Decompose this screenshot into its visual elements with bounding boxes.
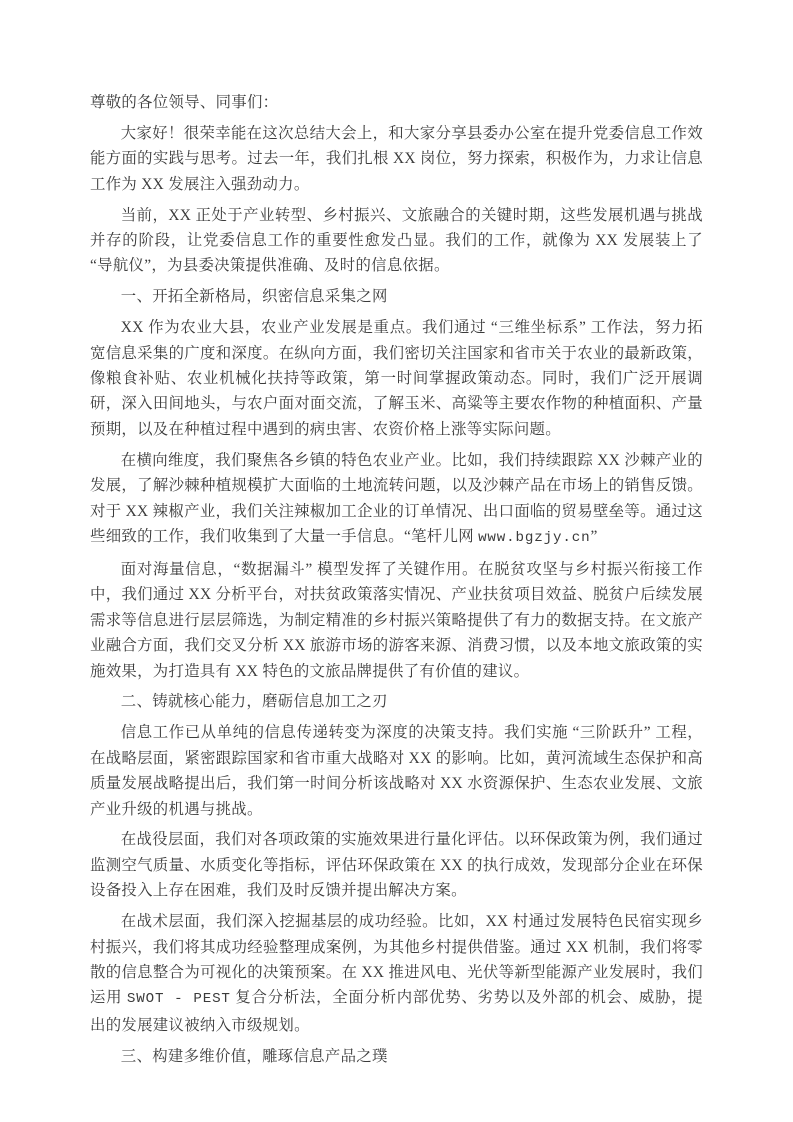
- document-blocks: [90, 121, 703, 1069]
- paragraph-text: 在战术层面，我们深入挖掘基层的成功经验。比如，XX 村通过发展特色民宿实现乡村振兴，我们将其成功经验整理成案例，为其他乡村提供借鉴。通过 XX 机制，我们将零散的信息整合为可视化的决策预案。在 XX 推进风电、光伏等新型能源产业发展时，我们运用: [90, 913, 703, 1007]
- body-paragraph: 信息工作已从单纯的信息传递转变为深度的决策支持。我们实施 “三阶跃升” 工程，在战略层面，紧密跟踪国家和省市重大战略对 XX 的影响。比如，黄河流域生态保护和高质量发展战略提出后，我们第一时间分析该战略对 XX 水资源保护、生态农业发展、文旅产业升级的机遇与挑战。: [90, 724, 703, 818]
- paragraph-text: 复合分析法，全面分析内部优势、劣势以及外部的机会、威胁，提出的发展建议被纳入市级规划。: [90, 989, 703, 1034]
- body-paragraph: XX 作为农业大县，农业产业发展是重点。我们通过 “三维坐标系” 工作法，努力拓宽信息采集的广度和深度。在纵向方面，我们密切关注国家和省市关于农业的最新政策，像粮食补贴、农业机械化扶持等政策，第一时间掌握政策动态。同时，我们广泛开展调研，深入田间地头，与农户面对面交流，了解玉米、高粱等主要农作物的种植面积、产量预期，以及在种植过程中遇到的病虫害、农资价格上涨等实际问题。: [90, 319, 703, 438]
- body-paragraph: 面对海量信息，“数据漏斗” 模型发挥了关键作用。在脱贫攻坚与乡村振兴衔接工作中，我们通过 XX 分析平台，对扶贫政策落实情况、产业扶贫项目效益、脱贫户后续发展需求等信息进行层层筛选，为制定精准的乡村振兴策略提供了有力的数据支持。在文旅产业融合方面，我们交叉分析 XX 旅游市场的游客来源、消费习惯，以及本地文旅政策的实施效果，为打造具有 XX 特色的文旅品牌提供了有价值的建议。: [90, 560, 703, 680]
- section-heading: 二、铸就核心能力，磨砺信息加工之刃: [120, 693, 388, 711]
- body-paragraph: [90, 448, 703, 552]
- paragraph-text: 在横向维度，我们聚焦各乡镇的特色农业产业。比如，我们持续跟踪 XX 沙棘产业的发展，了解沙棘种植规模扩大面临的土地流转问题，以及沙棘产品在市场上的销售反馈。对于 XX 辣椒产业，我们关注辣椒加工企业的订单情况、出口面临的贸易壁垒等。通过这些细致的工作，我们收集到了大量一手信息。“笔杆儿网: [90, 451, 703, 545]
- section-heading: 三、构建多维价值，雕琢信息产品之璞: [120, 1047, 388, 1065]
- section-heading: 一、开拓全新格局，织密信息采集之网: [120, 288, 388, 306]
- monospace-term: SWOT - PEST: [126, 991, 231, 1008]
- document-body: [90, 90, 703, 1069]
- body-paragraph: 在战役层面，我们对各项政策的实施效果进行量化评估。以环保政策为例，我们通过监测空气质量、水质变化等指标，评估环保政策在 XX 的执行成效，发现部分企业在环保设备投入上存在困难，我们及时反馈并提出解决方案。: [90, 831, 703, 900]
- monospace-term: www.bgzjy.cn: [478, 530, 591, 546]
- body-paragraph: [90, 909, 703, 1038]
- body-paragraph: 当前，XX 正处于产业转型、乡村振兴、文旅融合的关键时期，这些发展机遇与挑战并存的阶段，让党委信息工作的重要性愈发凸显。我们的工作，就像为 XX 发展装上了 “导航仪”，为县委决策提供准确、及时的信息依据。: [90, 206, 703, 275]
- salutation: 尊敬的各位领导、同事们：: [90, 94, 279, 111]
- body-paragraph: 大家好！很荣幸能在这次总结大会上，和大家分享县委办公室在提升党委信息工作效能方面的实践与思考。过去一年，我们扎根 XX 岗位，努力探索，积极作为，力求让信息工作为 XX 发展注入强劲动力。: [90, 124, 703, 193]
- paragraph-text: ”: [590, 528, 598, 545]
